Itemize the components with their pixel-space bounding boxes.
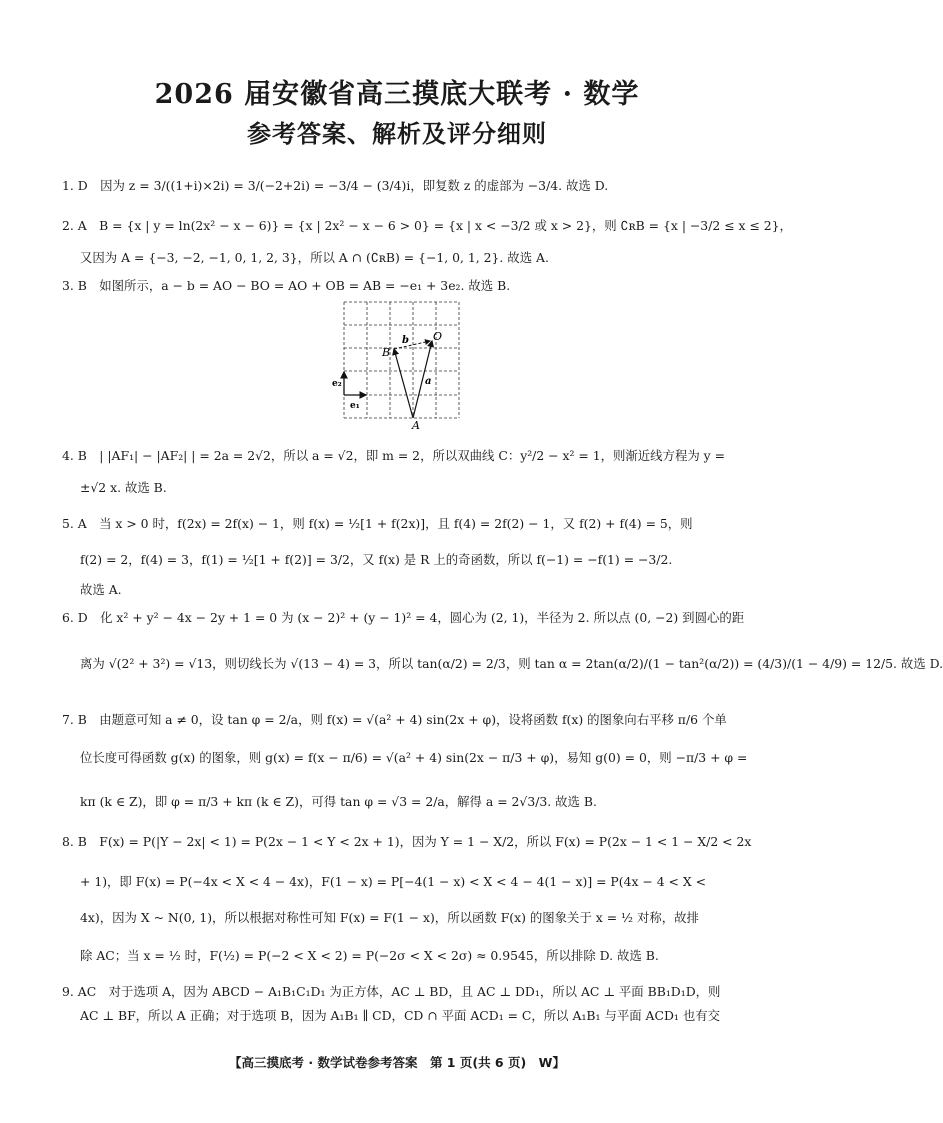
- answer-8-cont: + 1)，即 F(x) = P(−4x < X < 4 − 4x)，F(1 − x) = P[−4(1 − x) < X < 4 − 4(1 − x)] = P(4x − 4 < X <: [80, 874, 707, 889]
- answer-5-cont: f(2) = 2，f(4) = 3，f(1) = ½[1 + f(2)] = 3/2，又 f(x) 是 R 上的奇函数，所以 f(−1) = −f(1) = −3/2.: [80, 552, 673, 567]
- answer-8: 8. B F(x) = P(|Y − 2x| < 1) = P(2x − 1 < Y < 2x + 1)，因为 Y = 1 − X/2，所以 F(x) = P(2x − 1 < 1 − X/2 < 2x: [62, 834, 752, 849]
- label-a: a: [425, 376, 432, 387]
- answer-6: 6. D 化 x² + y² − 4x − 2y + 1 = 0 为 (x − 2)² + (y − 1)² = 4，圆心为 (2, 1)，半径为 2. 所以点 (0, −2) 到圆心的距: [62, 610, 745, 625]
- grid-lines: [344, 302, 459, 418]
- answer-7-cont: 位长度可得函数 g(x) 的图象，则 g(x) = f(x − π/6) = √(a² + 4) sin(2x − π/3 + φ)，易知 g(0) = 0，则 −π/3 + φ =: [80, 750, 748, 765]
- answer-7-cont2: kπ (k ∈ Z)，即 φ = π/3 + kπ (k ∈ Z)，可得 tan φ = √3 = 2/a，解得 a = 2√3/3. 故选 B.: [80, 794, 597, 809]
- answer-8-cont3: 除 AC；当 x = ½ 时，F(½) = P(−2 < X < 2) = P(−2σ < X < 2σ) ≈ 0.9545，所以排除 D. 故选 B.: [80, 948, 659, 963]
- label-b: b: [402, 335, 409, 346]
- label-e2: e₂: [332, 379, 342, 389]
- vector-b: [394, 349, 413, 418]
- answer-8-cont2: 4x)，因为 X ~ N(0, 1)，所以根据对称性可知 F(x) = F(1 − x)，所以函数 F(x) 的图象关于 x = ½ 对称，故排: [80, 910, 699, 925]
- answer-9-cont: AC ⊥ BF，所以 A 正确；对于选项 B，因为 A₁B₁ ∥ CD，CD ∩ 平面 ACD₁ = C，所以 A₁B₁ 与平面 ACD₁ 也有交: [80, 1008, 720, 1023]
- answer-1: 1. D 因为 z = 3/((1+i)×2i) = 3/(−2+2i) = −3/4 − (3/4)i，即复数 z 的虚部为 −3/4. 故选 D.: [62, 178, 609, 193]
- label-B: B: [382, 346, 391, 359]
- label-e1: e₁: [350, 401, 360, 411]
- answer-5: 5. A 当 x > 0 时，f(2x) = 2f(x) − 1，则 f(x) = ½[1 + f(2x)]，且 f(4) = 2f(2) − 1，又 f(2) + f(4) = 5，则: [62, 516, 693, 531]
- page-title: 2026 届安徽省高三摸底大联考 · 数学: [154, 79, 640, 110]
- answer-2: 2. A B = {x | y = ln(2x² − x − 6)} = {x | 2x² − x − 6 > 0} = {x | x < −3/2 或 x > 2}，则 ∁ʀB = {x | −3/2 ≤ x ≤ 2}，: [62, 218, 792, 233]
- label-A: A: [412, 419, 420, 432]
- answer-6-cont: 离为 √(2² + 3²) = √13，则切线长为 √(13 − 4) = 3，所以 tan(α/2) = 2/3，则 tan α = 2tan(α/2)/(1 − tan²(α/2)) = (4/3)/(1 − 4/9) = 12/5. 故选 D.: [80, 656, 943, 671]
- answer-7: 7. B 由题意可知 a ≠ 0，设 tan φ = 2/a，则 f(x) = √(a² + 4) sin(2x + φ)，设将函数 f(x) 的图象向右平移 π/6 个单: [62, 712, 727, 727]
- answer-9: 9. AC 对于选项 A，因为 ABCD − A₁B₁C₁D₁ 为正方体，AC ⊥ BD，且 AC ⊥ DD₁，所以 AC ⊥ 平面 BB₁D₁D，则: [62, 984, 721, 999]
- label-O: O: [433, 330, 443, 343]
- vector-grid-figure: [332, 298, 464, 432]
- page-footer: 【高三摸底考 · 数学试卷参考答案 第 1 页(共 6 页) W】: [229, 1055, 565, 1070]
- answer-4-cont: ±√2 x. 故选 B.: [80, 480, 167, 495]
- page-subtitle: 参考答案、解析及评分细则: [247, 119, 547, 148]
- answer-5-cont2: 故选 A.: [80, 582, 122, 597]
- answer-2-cont: 又因为 A = {−3, −2, −1, 0, 1, 2, 3}，所以 A ∩ (∁ʀB) = {−1, 0, 1, 2}. 故选 A.: [80, 250, 549, 265]
- answer-3: 3. B 如图所示，a − b = AO − BO = AO + OB = AB = −e₁ + 3e₂. 故选 B.: [62, 278, 511, 293]
- answer-4: 4. B | |AF₁| − |AF₂| | = 2a = 2√2，所以 a = √2，即 m = 2，所以双曲线 C：y²/2 − x² = 1，则渐近线方程为 y =: [62, 448, 725, 463]
